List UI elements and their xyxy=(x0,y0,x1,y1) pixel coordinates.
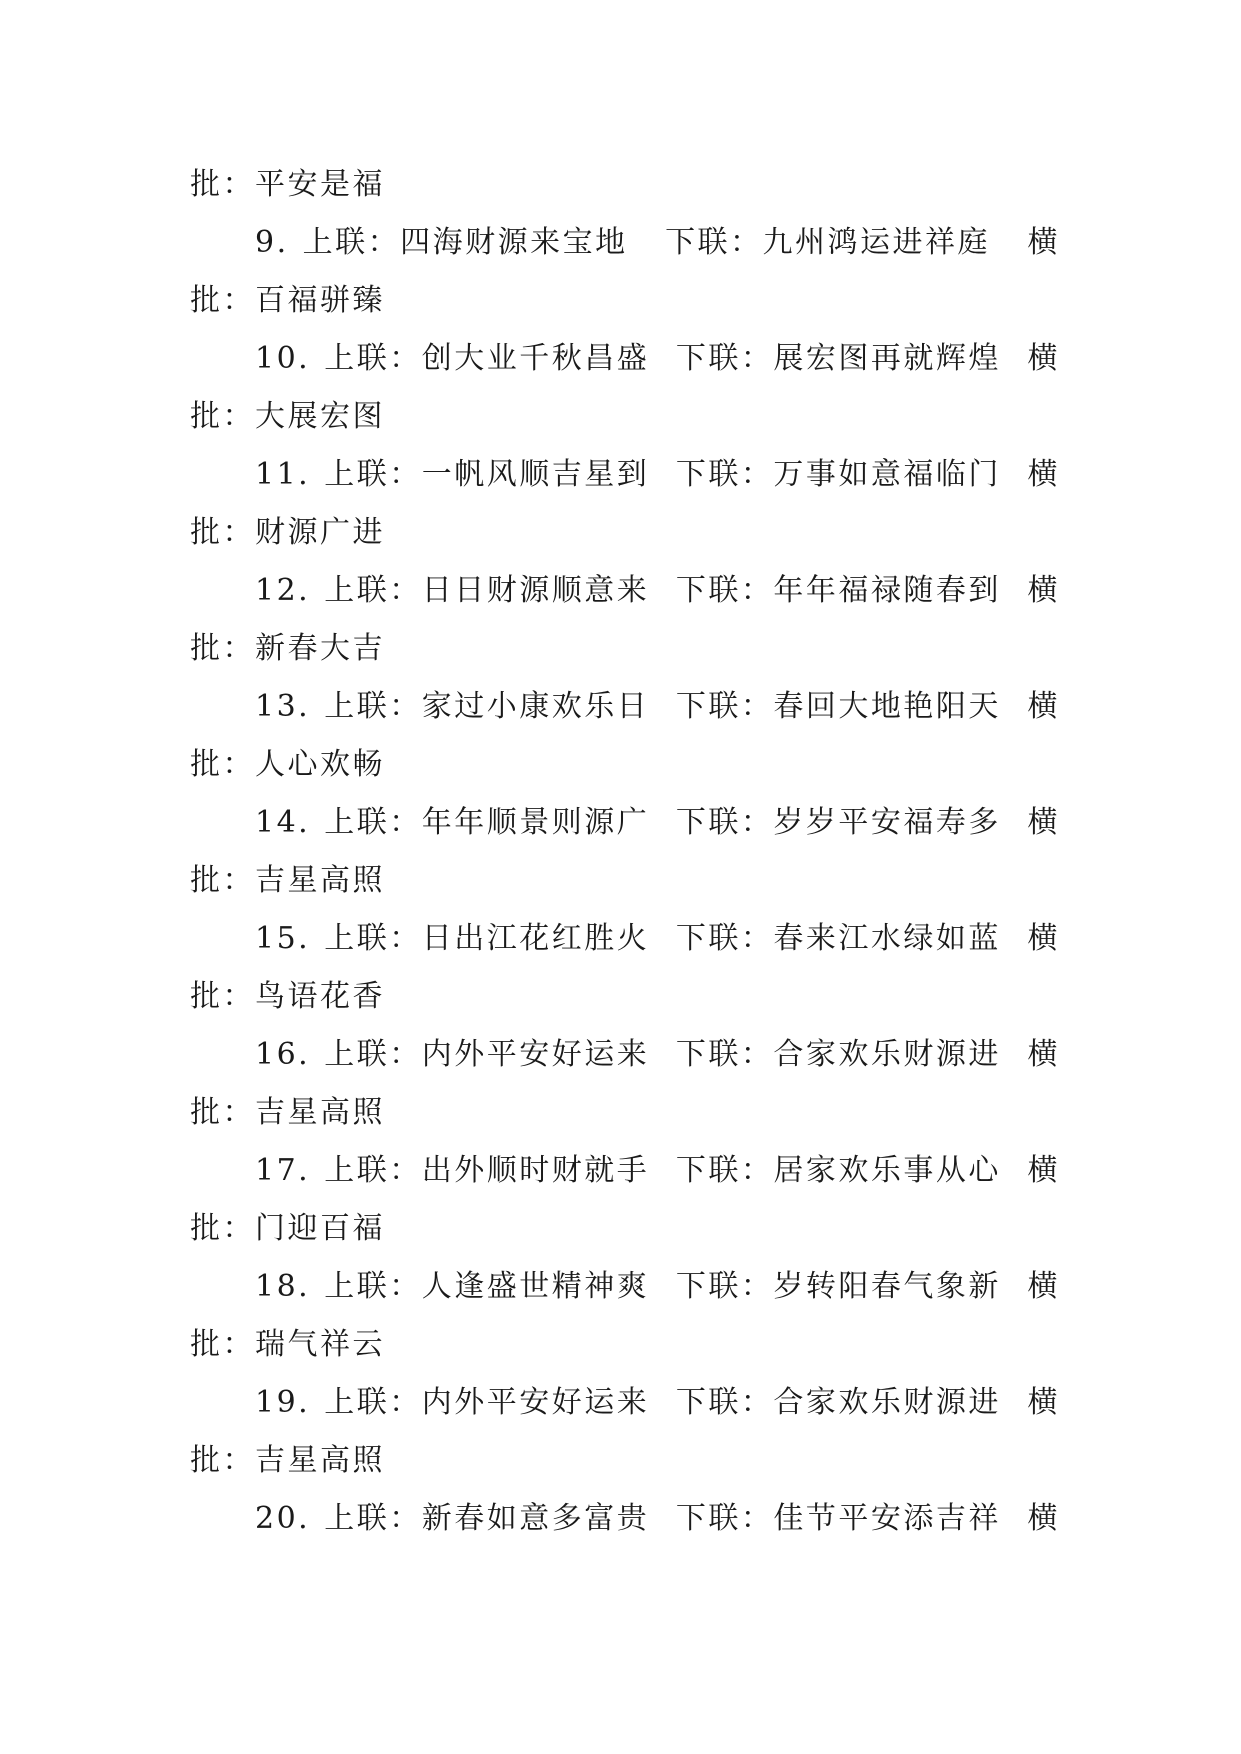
couplet-number: 16. xyxy=(255,1037,311,1072)
couplet-lower-text: 下联：合家欢乐财源进 xyxy=(675,1037,1001,1072)
couplet-lower-text: 下联：九州鸿运进祥庭 xyxy=(665,225,991,260)
couplet-banner-start: 横 xyxy=(1027,1269,1060,1304)
couplet-banner-line: 批：门迎百福 xyxy=(190,1211,385,1246)
couplet-upper-text: 上联：日出江花红胜火 xyxy=(324,921,650,956)
couplet-banner-line: 批：新春大吉 xyxy=(190,631,385,666)
couplet-lower-text: 下联：年年福禄随春到 xyxy=(675,573,1001,608)
couplet-upper xyxy=(255,794,649,852)
couplet-banner-start: 横 xyxy=(1027,805,1060,840)
couplet-upper-text: 上联：四海财源来宝地 xyxy=(302,225,628,260)
couplet-list xyxy=(190,156,1060,1548)
couplet-number: 9. xyxy=(255,225,289,260)
couplet-entry-line xyxy=(190,1026,1060,1084)
couplet-lower-text: 下联：万事如意福临门 xyxy=(675,457,1001,492)
couplet-banner-start: 横 xyxy=(1027,457,1060,492)
couplet-lower-text: 下联：春回大地艳阳天 xyxy=(675,689,1001,724)
couplet-banner-line: 批：吉星高照 xyxy=(190,1095,385,1130)
couplet-lower-text: 下联：岁转阳春气象新 xyxy=(675,1269,1001,1304)
couplet-entry-line xyxy=(190,910,1060,968)
couplet-entry-line xyxy=(190,678,1060,736)
couplet-banner-line: 批：大展宏图 xyxy=(190,399,385,434)
couplet-upper-text: 上联：年年顺景则源广 xyxy=(324,805,650,840)
couplet-banner-line: 批：财源广进 xyxy=(190,515,385,550)
couplet-entry-line xyxy=(190,794,1060,852)
couplet-lower-text: 下联：居家欢乐事从心 xyxy=(675,1153,1001,1188)
couplet-number: 18. xyxy=(255,1269,311,1304)
couplet-number: 20. xyxy=(255,1501,311,1536)
couplet-number: 17. xyxy=(255,1153,311,1188)
couplet-entry-line xyxy=(190,1258,1060,1316)
couplet-number: 13. xyxy=(255,689,311,724)
couplet-entry-line xyxy=(190,1142,1060,1200)
couplet-upper xyxy=(255,330,649,388)
couplet-banner-line: 批：人心欢畅 xyxy=(190,747,385,782)
couplet-entry-line xyxy=(190,1374,1060,1432)
couplet-number: 19. xyxy=(255,1385,311,1420)
couplet-banner-line: 批：吉星高照 xyxy=(190,863,385,898)
couplet-entry-line xyxy=(190,562,1060,620)
couplet-banner-start: 横 xyxy=(1027,1385,1060,1420)
couplet-banner-line: 批：吉星高照 xyxy=(190,1443,385,1478)
couplet-banner-start: 横 xyxy=(1027,341,1060,376)
couplet-number: 10. xyxy=(255,341,311,376)
couplet-upper-text: 上联：新春如意多富贵 xyxy=(324,1501,650,1536)
couplet-entry-line xyxy=(190,330,1060,388)
couplet-lower-text: 下联：岁岁平安福寿多 xyxy=(675,805,1001,840)
couplet-banner-line: 批：鸟语花香 xyxy=(190,979,385,1014)
couplet-banner-start: 横 xyxy=(1027,1501,1060,1536)
couplet-upper-text: 上联：创大业千秋昌盛 xyxy=(324,341,650,376)
couplet-lower-text: 下联：展宏图再就辉煌 xyxy=(675,341,1001,376)
couplet-banner-line: 批：百福骈臻 xyxy=(190,283,385,318)
couplet-upper-text: 上联：内外平安好运来 xyxy=(324,1037,650,1072)
couplet-banner-line: 批：瑞气祥云 xyxy=(190,1327,385,1362)
couplet-upper-text: 上联：出外顺时财就手 xyxy=(324,1153,650,1188)
couplet-upper xyxy=(255,910,649,968)
couplet-upper-text: 上联：家过小康欢乐日 xyxy=(324,689,650,724)
couplet-upper xyxy=(255,678,649,736)
couplet-banner-start: 横 xyxy=(1027,689,1060,724)
couplet-entry-line xyxy=(190,446,1060,504)
couplet-entry-line xyxy=(190,1490,1060,1548)
couplet-banner-start: 横 xyxy=(1027,921,1060,956)
couplet-upper-text: 上联：人逢盛世精神爽 xyxy=(324,1269,650,1304)
couplet-banner-start: 横 xyxy=(1027,1153,1060,1188)
couplet-upper-text: 上联：内外平安好运来 xyxy=(324,1385,650,1420)
couplet-banner-start: 横 xyxy=(1027,1037,1060,1072)
couplet-lower-text: 下联：佳节平安添吉祥 xyxy=(675,1501,1001,1536)
couplet-banner-start: 横 xyxy=(1027,225,1060,260)
couplet-upper xyxy=(255,562,649,620)
couplet-upper-text: 上联：日日财源顺意来 xyxy=(324,573,650,608)
couplet-banner-start: 横 xyxy=(1027,573,1060,608)
couplet-banner-line: 批：平安是福 xyxy=(190,167,385,202)
couplet-number: 15. xyxy=(255,921,311,956)
couplet-upper xyxy=(255,214,628,272)
couplet-number: 11. xyxy=(255,457,311,492)
couplet-entry-line xyxy=(190,214,1060,272)
couplet-upper xyxy=(255,1026,649,1084)
couplet-number: 14. xyxy=(255,805,311,840)
couplet-upper xyxy=(255,446,649,504)
couplet-upper xyxy=(255,1142,649,1200)
couplet-upper xyxy=(255,1490,649,1548)
couplet-upper-text: 上联：一帆风顺吉星到 xyxy=(324,457,650,492)
couplet-lower-text: 下联：合家欢乐财源进 xyxy=(675,1385,1001,1420)
couplet-upper xyxy=(255,1258,649,1316)
couplet-number: 12. xyxy=(255,573,311,608)
couplet-upper xyxy=(255,1374,649,1432)
couplet-lower-text: 下联：春来江水绿如蓝 xyxy=(675,921,1001,956)
